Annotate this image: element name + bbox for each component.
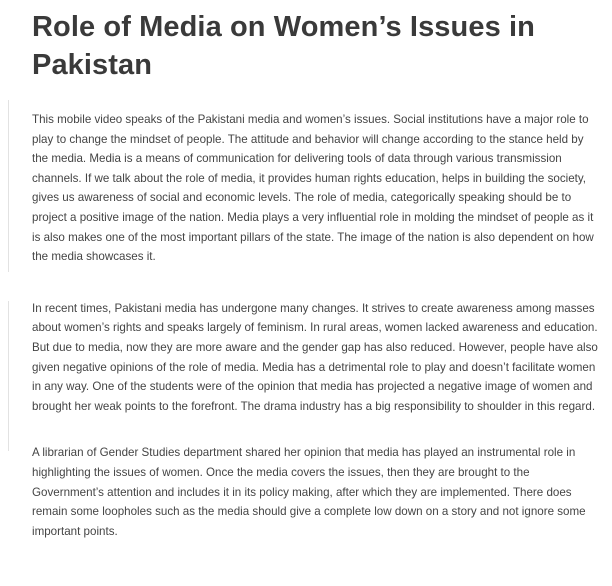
page-title: Role of Media on Women’s Issues in Pakistan [32, 11, 535, 81]
article-paragraph: In recent times, Pakistani media has undergone many changes. It strives to create awareness among masses about women’s rights and speaks largely of feminism. In rural areas, women lacked awareness and education. But due to media, now they are more aware and the gender gap has also reduced. However, people have also given negative opinions of the role of media. Media has a detrimental role to play and doesn’t facilitate women in any way. One of the students were of the opinion that media has projected a negative image of women and brought her weak points to the forefront. The drama industry has a big responsibility to shoulder in this regard. [32, 301, 598, 413]
article-section [0, 100, 598, 267]
article-body [0, 100, 612, 541]
article-paragraph: A librarian of Gender Studies department shared her opinion that media has played an instrumental role in highlighting the issues of women. Once the media covers the issues, then they are brought to the Government’s attention and includes it in its policy making, after which they are implemented. There does remain some loopholes such as the media should give a complete low down on a story and not ignore some important points. [32, 446, 586, 538]
article-section [0, 443, 598, 541]
section-divider [8, 100, 9, 272]
section-divider [8, 301, 9, 451]
section-divider [8, 419, 9, 427]
article-section [0, 299, 598, 417]
article-paragraph: This mobile video speaks of the Pakistani media and women’s issues. Social institutions have a major role to play to change the mindset of people. The attitude and behavior will change according to the stance held by the media. Media is a means of communication for delivering tools of data through various transmission channels. If we talk about the role of media, it provides human rights education, helps in building the society, gives us awareness of social and economic levels. The role of media, categorically speaking should be to project a positive image of the nation. Media plays a very influential role in molding the mindset of people as it is also makes one of the most important pillars of the state. The image of the nation is also dependent on how the media showcases it. [32, 113, 594, 264]
